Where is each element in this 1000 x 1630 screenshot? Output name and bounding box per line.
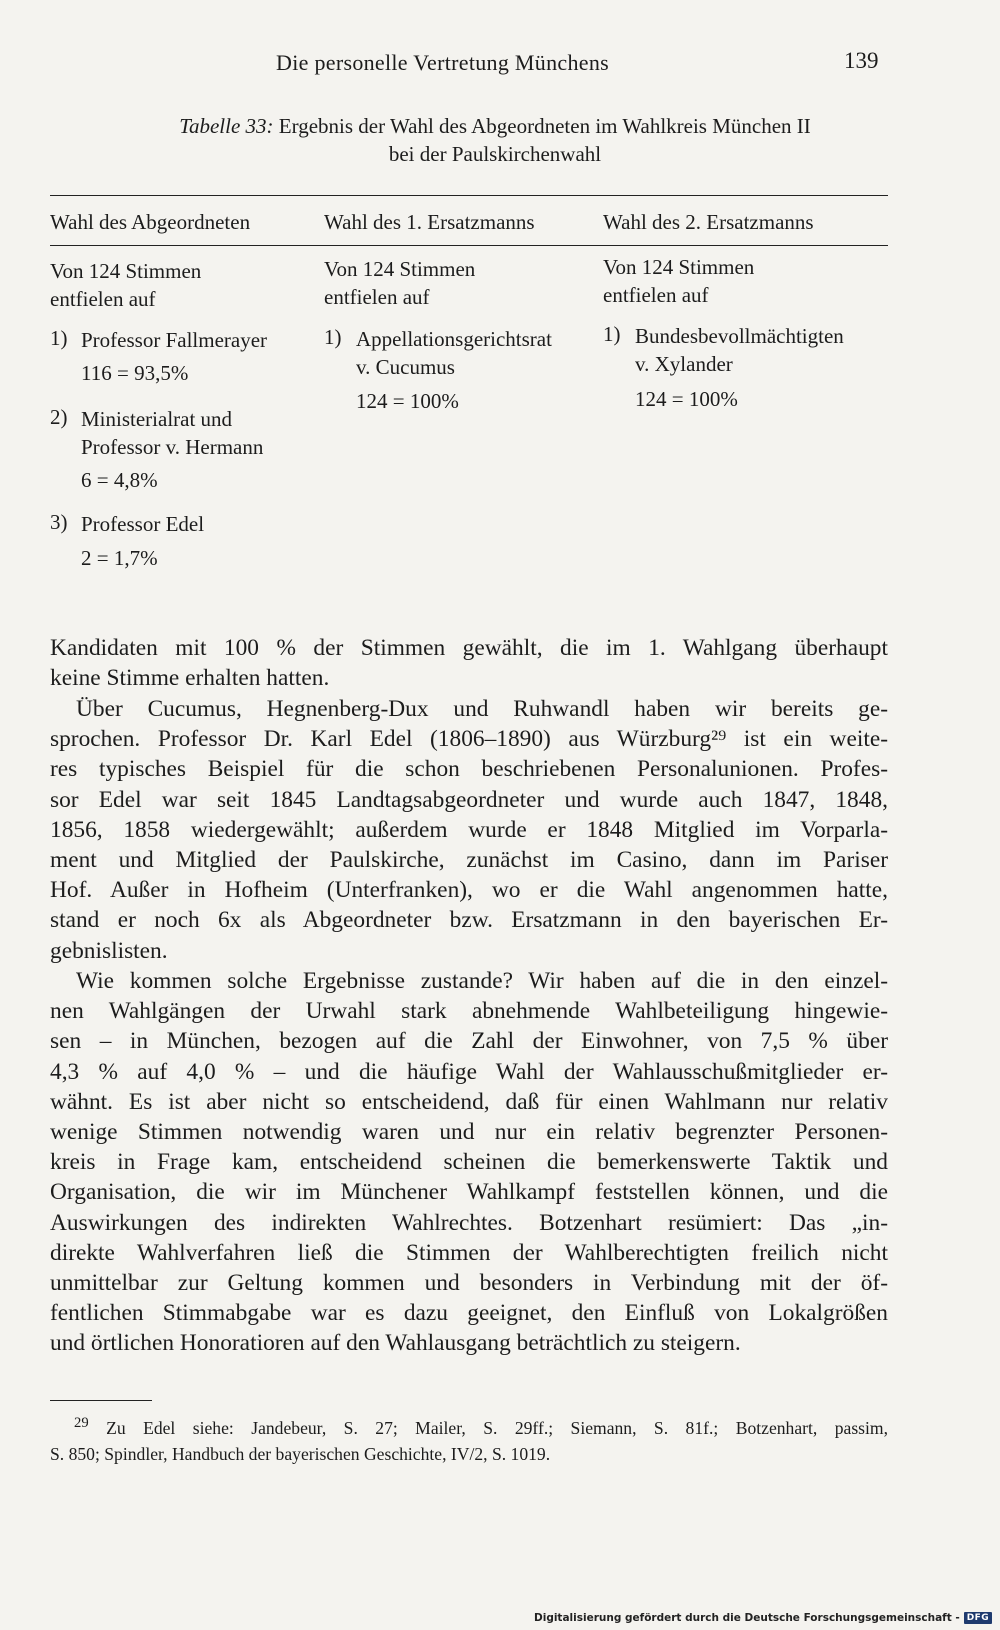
entry-number: 3) [50,510,68,534]
entry-number: 2) [50,405,68,429]
column-intro: Von 124 Stimmen entfielen auf [324,257,476,309]
paragraph-3: Wie kommen solche Ergebnisse zustande? Wir haben auf die in den einzel- nen Wahlgängen der Urwahl stark abnehmende Wahlbeteiligung hingewie- sen – in München, bezogen auf die Zahl der Einwohner, von 7,5 % über 4,3 % auf 4,0 % – und die häufige Wahl der Wahlausschußmitglieder er- wähnt. Es ist aber nicht so entscheidend, daß für einen Wahlmann nur relativ wenige Stimmen notwendig waren und nur ein relativ begrenzter Personen- kreis in Frage kam, entscheidend scheinen die bemerkenswerte Taktik und Organisation, die wir im Münchener Wahlkampf feststellen können, und die Auswirkungen des indirekten Wahlrechtes. Botzenhart resümiert: Das „in- direkte Wahlverfahren ließ die Stimmen der Wahlberechtigten freilich nicht unmittelbar zur Geltung kommen und besonders in Verbindung mit der öf- fentlichen Stimmabgabe war es dazu geeignet, den Einfluß von Lokalgrößen und örtlichen Honoratioren auf den Wahlausgang beträchtlich zu steigern. [50,968,888,1357]
table-top-rule [50,195,888,196]
vote-result: 116 = 93,5% [81,361,189,385]
candidate-name: Professor Edel [81,512,205,536]
candidate-name: Bundesbevollmächtigten v. Xylander [635,324,844,376]
entry-number: 1) [603,322,621,346]
paragraph-1: Kandidaten mit 100 % der Stimmen gewählt, die im 1. Wahlgang überhaupt keine Stimme erhalten hatten. [50,635,888,692]
column-header-abgeordneter: Wahl des Abgeordneten [50,210,251,234]
page-number: 139 [844,48,879,73]
candidate-name: Professor Fallmerayer [81,328,268,352]
table-caption [50,112,940,168]
entry-number: 1) [324,325,342,349]
table-caption-line2: bei der Paulskirchenwahl [388,142,602,166]
running-title: Die personelle Vertretung Münchens [276,50,609,75]
column-header-ersatzmann-2: Wahl des 2. Ersatzmanns [603,210,814,234]
entry-number: 1) [50,326,68,350]
vote-result: 6 = 4,8% [81,468,158,492]
digitization-note: Digitalisierung gefördert durch die Deutsche Forschungsgemeinschaft - DFG [534,1612,992,1624]
candidate-name: Appellationsgerichtsrat v. Cucumus [356,327,552,379]
column-header-ersatzmann-1: Wahl des 1. Ersatzmanns [324,210,535,234]
table-caption-label: Tabelle 33: [179,114,274,138]
vote-result: 2 = 1,7% [81,546,158,570]
footnote: $^{29}$ Zu Edel siehe: Jandebeur, S. 27; Mailer, S. 29ff.; Siemann, S. 81f.; Botzenhart, passim, S. 850; Spindler, Handbuch der bayerischen Geschichte, IV/2, S. 1019. [50,1415,888,1464]
footnote-references: Jandebeur, S. 27; Mailer, S. 29ff.; Siemann, S. 81f.; Botzenhart, passim, [251,1417,888,1438]
footnote-rule [50,1400,152,1401]
vote-result: 124 = 100% [635,387,738,411]
footnote-marker: 29 [74,1415,89,1431]
dfg-logo-icon: DFG [964,1612,992,1624]
paragraph-2: Über Cucumus, Hegnenberg-Dux und Ruhwandl haben wir bereits ge- sprochen. Professor Dr. Karl Edel (1806–1890) aus Würzburg²⁹ ist ein weite- res typisches Beispiel für die schon beschriebenen Personalunionen. Profes- sor Edel war seit 1845 Landtagsabgeordneter und wurde auch 1847, 1848, 1856, 1858 wiedergewählt; außerdem wurde er 1848 Mitglied im Vorparla- ment und Mitglied der Paulskirche, zunächst im Casino, dann im Pariser Hof. Außer in Hofheim (Unterfranken), wo er die Wahl angenommen hatte, stand er noch 6x als Abgeordneter bzw. Ersatzmann in den bayerischen Er- gebnislisten. [50,696,888,964]
table-header-rule [50,245,888,246]
column-intro: Von 124 Stimmen entfielen auf [603,255,755,307]
table-caption-line1: Ergebnis der Wahl des Abgeordneten im Wahlkreis München II [278,114,811,138]
column-intro: Von 124 Stimmen entfielen auf [50,259,202,311]
candidate-name: Ministerialrat und Professor v. Hermann [81,407,264,459]
vote-result: 124 = 100% [356,389,459,413]
